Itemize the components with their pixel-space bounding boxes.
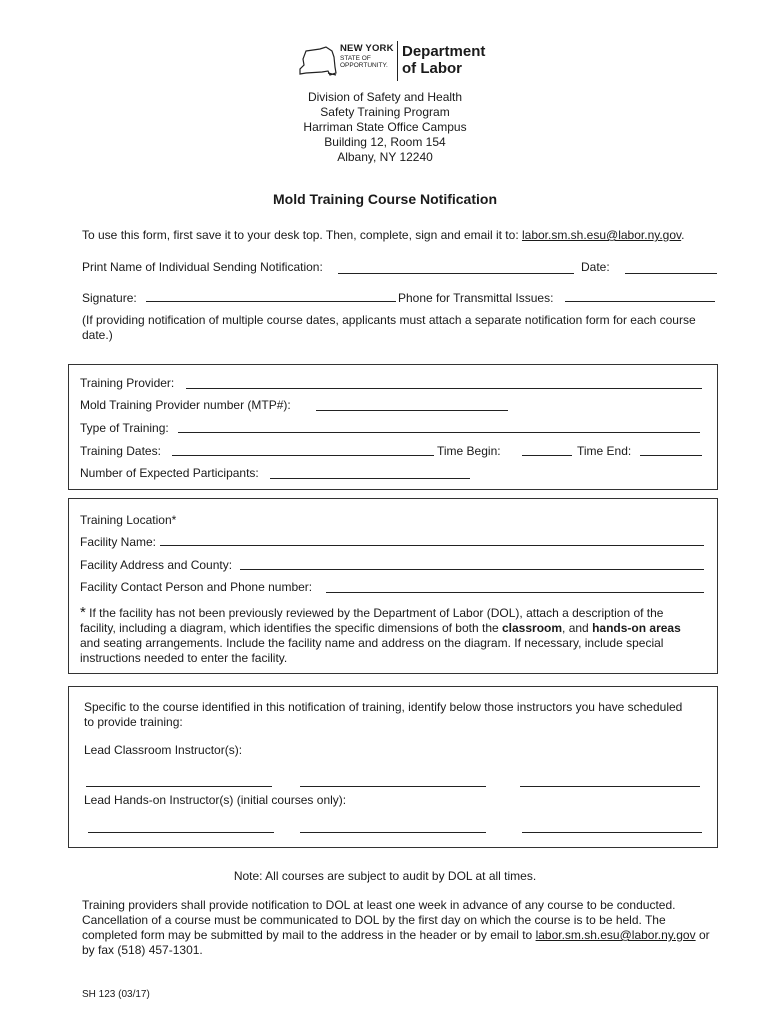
date-label: Date: [581,260,610,274]
signature-field[interactable] [146,301,396,302]
participants-field[interactable] [270,478,470,479]
time-begin-field[interactable] [522,455,572,456]
time-end-label: Time End: [577,444,632,458]
facility-name-field[interactable] [160,545,704,546]
lead-classroom-field-2[interactable] [300,786,486,787]
facility-name-label: Facility Name: [80,535,157,549]
lead-handson-field-2[interactable] [300,832,486,833]
print-name-label: Print Name of Individual Sending Notification: [82,260,323,274]
phone-label: Phone for Transmittal Issues: [398,291,554,305]
training-dates-label: Training Dates: [80,444,161,458]
lead-handson-field-1[interactable] [88,832,274,833]
time-end-field[interactable] [640,455,702,456]
lead-classroom-label: Lead Classroom Instructor(s): [84,743,243,757]
facility-contact-label: Facility Contact Person and Phone number: [80,580,313,594]
intro-text: To use this form, first save it to your desk top. Then, complete, sign and email it to: labor.sm.sh.esu@labor.ny.gov. [82,228,685,242]
facility-contact-field[interactable] [326,592,704,593]
footer-email-link[interactable]: labor.sm.sh.esu@labor.ny.gov [535,928,696,942]
lead-handson-field-3[interactable] [522,832,702,833]
new-york-state-map-icon [298,45,338,79]
type-of-training-field[interactable] [178,432,700,433]
time-begin-label: Time Begin: [437,444,501,458]
phone-field[interactable] [565,301,715,302]
facility-address-field[interactable] [240,569,704,570]
multiple-dates-note: (If providing notification of multiple course dates, applicants must attach a separate notification form for each course date.) [82,313,696,342]
training-provider-field[interactable] [186,388,702,389]
instructors-intro: Specific to the course identified in this notification of training, identify below those instructors you have scheduled to provide training: [84,700,683,729]
training-provider-label: Training Provider: [80,376,175,390]
type-of-training-label: Type of Training: [80,421,169,435]
date-field[interactable] [625,273,717,274]
training-dates-field[interactable] [172,455,434,456]
mtp-label: Mold Training Provider number (MTP#): [80,398,291,412]
logo-divider [397,41,398,81]
form-id: SH 123 (03/17) [82,989,150,1000]
lead-classroom-field-3[interactable] [520,786,700,787]
signature-label: Signature: [82,291,137,305]
footer-paragraph: Training providers shall provide notification to DOL at least one week in advance of any course to be conducted. Cancellation of a course must be communicated to DOL by the first day on which the course is to be held. The completed form may be submitted by mail to the address in the header or by email to labor.sm.sh.esu@labor.ny.gov or by fax (518) 457-1301. [82,898,710,957]
audit-note: Note: All courses are subject to audit by DOL at all times. [233,869,537,883]
facility-review-note: * If the facility has not been previously reviewed by the Department of Labor (DOL), attach a description of the facility, including a diagram, which identifies the specific dimensions of both the classroom, and hands-on areas and seating arrangements. Include the facility name and address on the diagram. If necessary, include special instructions needed to enter the facility. [80,604,681,665]
participants-label: Number of Expected Participants: [80,466,259,480]
lead-classroom-field-1[interactable] [86,786,272,787]
header-address: Division of Safety and Health Safety Training Program Harriman State Office Campus Building 12, Room 154 Albany, NY 12240 [303,90,467,164]
lead-handson-label: Lead Hands-on Instructor(s) (initial courses only): [84,793,347,807]
logo-nys-sub: STATE OF OPPORTUNITY. [340,55,388,69]
logo-nys-text: NEW YORK [340,43,394,54]
mtp-field[interactable] [316,410,508,411]
logo-dept-text: Department of Labor [402,43,486,77]
facility-address-label: Facility Address and County: [80,558,233,572]
page-title: Mold Training Course Notification [273,191,497,207]
nys-dol-logo [298,41,498,85]
intro-email-link[interactable]: labor.sm.sh.esu@labor.ny.gov [521,228,682,242]
training-location-label: Training Location* [80,513,177,527]
print-name-field[interactable] [338,273,574,274]
